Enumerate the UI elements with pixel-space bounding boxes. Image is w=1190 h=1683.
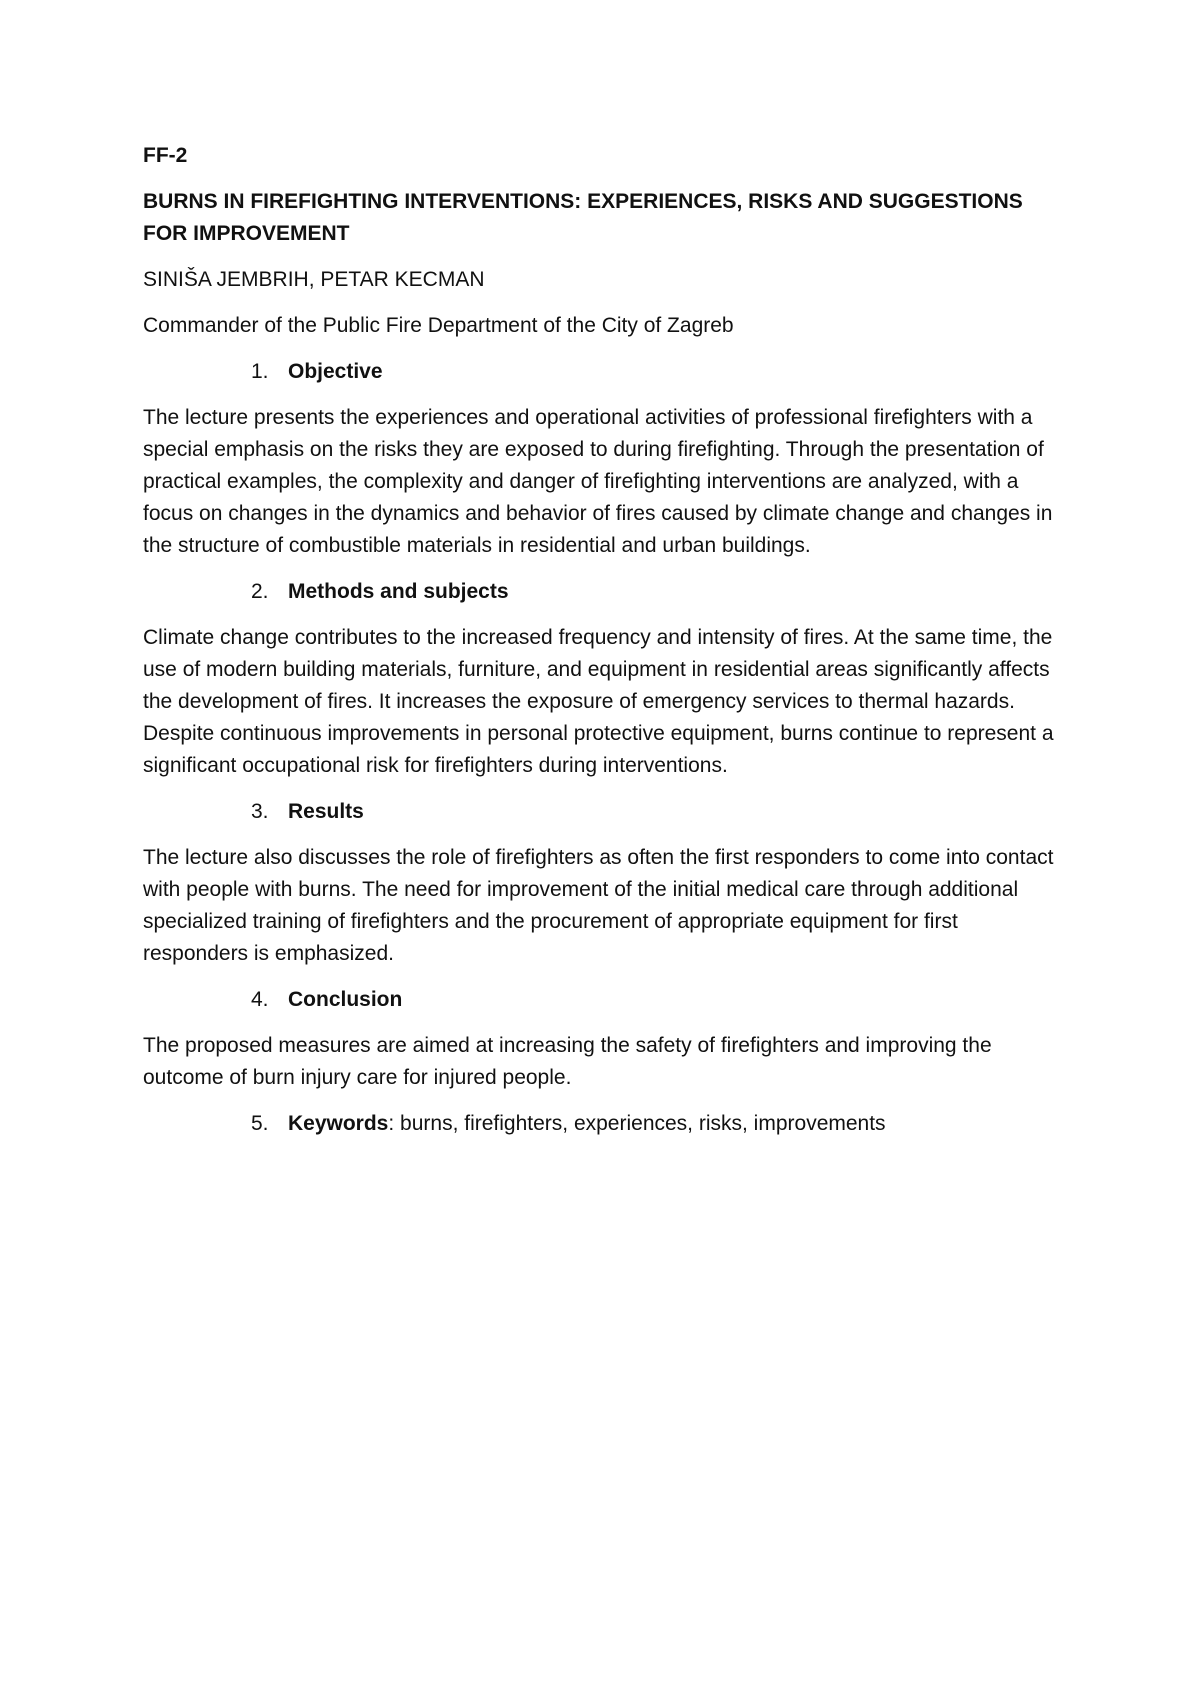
section-number: 5.: [251, 1112, 269, 1135]
authors: SINIŠA JEMBRIH, PETAR KECMAN: [143, 268, 485, 291]
section-number: 4.: [251, 988, 269, 1011]
section-body-methods: Climate change contributes to the increased frequency and intensity of fires. At the same time, the use of modern building materials, furniture, and equipment in residential areas significantly affects the development of fires. It increases the exposure of emergency services to thermal hazards. Despite continuous improvements in personal protective equipment, burns continue to represent a significant occupational risk for firefighters during interventions.: [143, 626, 1054, 777]
section-body-results: The lecture also discusses the role of firefighters as often the first responders to come into contact with people with burns. The need for improvement of the initial medical care through additional specialized training of firefighters and the procurement of appropriate equipment for first responders is emphasized.: [143, 846, 1054, 965]
abstract-code: FF-2: [143, 144, 188, 167]
section-number: 2.: [251, 580, 269, 603]
keywords-content: [288, 1108, 886, 1140]
paper-title: BURNS IN FIREFIGHTING INTERVENTIONS: EXPERIENCES, RISKS AND SUGGESTIONS FOR IMPROVEMENT: [143, 190, 1023, 245]
keywords-text: : burns, firefighters, experiences, risks, improvements: [388, 1112, 886, 1135]
keywords-line: [143, 1108, 1063, 1140]
section-body-objective: The lecture presents the experiences and operational activities of professional firefighters with a special emphasis on the risks they are exposed to during firefighting. Through the presentation of practical examples, the complexity and danger of firefighting interventions are analyzed, with a focus on changes in the dynamics and behavior of fires caused by climate change and changes in the structure of combustible materials in residential and urban buildings.: [143, 406, 1053, 557]
section-heading-conclusion: [143, 984, 1063, 1016]
affiliation: Commander of the Public Fire Department of the City of Zagreb: [143, 314, 734, 337]
section-body-conclusion: The proposed measures are aimed at increasing the safety of firefighters and improving the outcome of burn injury care for injured people.: [143, 1034, 992, 1089]
section-number: 3.: [251, 800, 269, 823]
section-number: 1.: [251, 360, 269, 383]
section-label: Methods and subjects: [288, 580, 509, 603]
section-label: Results: [288, 800, 364, 823]
keywords-label: Keywords: [288, 1112, 389, 1135]
section-label: Objective: [288, 360, 383, 383]
abstract-page: [143, 140, 1063, 1154]
section-heading-results: [143, 796, 1063, 828]
section-label: Conclusion: [288, 988, 403, 1011]
section-heading-methods: [143, 576, 1063, 608]
section-heading-objective: [143, 356, 1063, 388]
